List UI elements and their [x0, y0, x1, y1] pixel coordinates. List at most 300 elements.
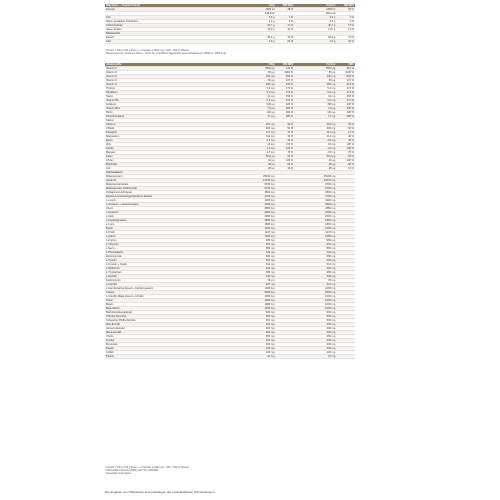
value-portion: 0,3 g — [294, 20, 336, 24]
nrv-100g: 75 % — [276, 151, 295, 155]
row-label: Zink — [105, 143, 234, 147]
nrv-100g: 17 % — [276, 24, 295, 28]
nrv-100g: 200 % — [276, 103, 295, 107]
value-100g: 500 mg — [234, 315, 276, 319]
value-100g: 400 mg — [234, 127, 276, 131]
row-label: Vitamin B12 — [105, 107, 234, 111]
value-portion: 1000 mg — [294, 295, 336, 299]
footnote: ¹ Portion = 100 g (100 g Pulver + 3 Kapseln à 1000 mg) = 400 – 500 ml Wasser — [105, 49, 189, 52]
value-100g: 4400 mg — [234, 199, 276, 203]
row-label: L-Carnitin — [105, 283, 234, 287]
value-portion: 1,0 g — [294, 40, 336, 44]
nrv-portion: 371 % — [336, 99, 355, 103]
row-label: Vitamin D — [105, 71, 234, 75]
ingredients-table-notes — [105, 466, 355, 475]
value-100g: 7,5 µg — [234, 107, 276, 111]
value-100g: 80 µg — [234, 79, 276, 83]
value-100g: 2850 mg — [234, 207, 276, 211]
row-label: Kalium — [105, 119, 234, 123]
value-100g: 500 mg — [234, 319, 276, 323]
value-portion: Portion — [294, 63, 336, 67]
value-100g: 4,5 mg — [234, 139, 276, 143]
value-portion: 100 µg — [294, 111, 336, 115]
value-100g: 200 mg — [234, 343, 276, 347]
nutrition-table — [105, 4, 355, 44]
nrv-portion: 313 % — [336, 83, 355, 87]
value-100g: 10 mg — [234, 143, 276, 147]
nrv-portion: 100 % — [336, 147, 355, 151]
row-label: Betain — [105, 303, 234, 307]
value-100g: 100g — [234, 4, 276, 8]
nrv-100g: 90 % — [276, 163, 295, 167]
value-100g: 400 mg — [234, 327, 276, 331]
value-portion: 2850 mg — [294, 207, 336, 211]
value-100g: 120 mg — [234, 351, 276, 355]
row-label: L-Tyrosin — [105, 259, 234, 263]
row-label: davon gesättigte Fettsäuren — [105, 20, 234, 24]
nrv-portion: 100 % — [336, 159, 355, 163]
value-portion: 400 mg — [294, 323, 336, 327]
row-label: L-Threonin — [105, 243, 234, 247]
nrv-portion: 18 % — [336, 8, 355, 12]
row-label: L-Leucin — [105, 199, 234, 203]
value-100g: 261 mg — [234, 123, 276, 127]
value-portion: 5700 mg — [294, 187, 336, 191]
nrv-portion: 72 % — [336, 36, 355, 40]
nutrition-table-notes — [105, 49, 355, 55]
value-portion: 1200 mg — [294, 227, 336, 231]
row-label: Selen — [105, 155, 234, 159]
footnote: ³ Essentielle Aminosäure — [105, 472, 132, 475]
row-label: Piperin — [105, 355, 234, 359]
value-100g: 1000 mg — [234, 299, 276, 303]
row-label: Fett — [105, 16, 234, 20]
value-portion: 200 mg — [294, 339, 336, 343]
row-label: L-Carnitintartrat davon L-Carnitin gesamt — [105, 287, 234, 291]
value-100g: 35100 mg — [234, 175, 276, 179]
value-100g: 380 mg — [234, 271, 276, 275]
value-100g: 35,9 g — [234, 36, 276, 40]
value-portion: 1484 kJ — [294, 8, 336, 12]
row-label: Inositol — [105, 339, 234, 343]
nrv-portion: 2 % — [336, 20, 355, 24]
value-100g: 1000 mg — [234, 295, 276, 299]
nrv-portion — [336, 355, 355, 359]
value-portion: 1,5 mg — [294, 151, 336, 155]
value-100g: 117 mg — [234, 131, 276, 135]
nrv-portion: 19 % — [336, 167, 355, 171]
value-portion: 5000 mg — [294, 291, 336, 295]
value-portion: 50 µg — [294, 71, 336, 75]
nrv-100g: 833 % — [276, 75, 295, 79]
value-portion: 300 mg — [294, 331, 336, 335]
value-100g: 14070 mg — [234, 179, 276, 183]
value-portion: 200 mg — [294, 347, 336, 351]
nrv-portion: 30 % — [336, 135, 355, 139]
nrv-100g: 2 % — [276, 20, 295, 24]
footnote: ² Nährstoffbezugswerte (NRV) nach VO 1169/2011 — [105, 469, 159, 472]
row-label: Kupfer — [105, 147, 234, 151]
value-portion: 5,2 mg — [294, 91, 336, 95]
value-portion: 78 mg — [294, 279, 336, 283]
value-portion: 80 µg — [294, 79, 336, 83]
value-portion: 250 mg — [294, 83, 336, 87]
row-label: Coffein — [105, 351, 234, 355]
nrv-portion: 256 % — [336, 95, 355, 99]
row-label: Beta-Alanin — [105, 307, 234, 311]
row-label: Eiweiß — [105, 36, 234, 40]
table-row — [105, 355, 355, 359]
row-label: Schwarzer Pfeffer-Extrakt — [105, 319, 234, 323]
nrv-100g: 1 % — [276, 16, 295, 20]
row-label: Maca-Extrakt — [105, 331, 234, 335]
nrv-portion: 283 % — [336, 115, 355, 119]
value-portion: 117 mg — [294, 131, 336, 135]
value-100g: 10 mg — [234, 355, 276, 359]
row-label: Glycin — [105, 207, 234, 211]
value-portion: 4400 mg — [294, 199, 336, 203]
value-portion: 722 mg — [294, 251, 336, 255]
nrv-100g: 100 % — [276, 143, 295, 147]
value-portion: 402 mg — [294, 267, 336, 271]
value-portion: 884 mg — [294, 247, 336, 251]
row-label: Kalzium — [105, 123, 234, 127]
value-100g: 4800 mg — [234, 191, 276, 195]
value-portion: 1,0 mg — [294, 147, 336, 151]
value-100g: 1,0 g — [234, 40, 276, 44]
value-portion: 4,5 mg — [294, 139, 336, 143]
value-100g: 9700 mg — [234, 183, 276, 187]
value-portion: 14070 mg — [294, 179, 336, 183]
value-portion: 50,0 µg — [294, 155, 336, 159]
nrv-100g: 72 % — [276, 36, 295, 40]
row-label: Taurin — [105, 227, 234, 231]
row-label: Vitamin A — [105, 67, 234, 71]
row-label: Molkenproteinisolat — [105, 183, 234, 187]
value-100g: 1,5 mg — [234, 151, 276, 155]
row-label: Vitamin B6 — [105, 99, 234, 103]
footnote: ² Referenzmenge / Referenz-Werte – durch die empfohlene Tageszufuhr eines Erwachsenen (8400 kJ / 2000 kcal) — [105, 52, 226, 55]
value-portion: 28 µg — [294, 167, 336, 171]
row-label: L-Lysin — [105, 223, 234, 227]
row-label: L-Methionin — [105, 267, 234, 271]
row-label: Inhaltsstoffe — [105, 63, 234, 67]
nrv-portion: 90 % — [336, 163, 355, 167]
value-portion: 40 µg — [294, 159, 336, 163]
nrv-100g: 300 % — [276, 107, 295, 111]
nrv-portion: 312 % — [336, 67, 355, 71]
value-portion: 13,0 g — [294, 28, 336, 32]
value-portion: 5,2 mg — [294, 87, 336, 91]
value-portion: 600 mg — [294, 259, 336, 263]
row-label: Zink-Extrakt — [105, 323, 234, 327]
nrv-portion: 1 % — [336, 16, 355, 20]
value-100g: 5700 mg — [234, 187, 276, 191]
nrv-100g: 371 % — [276, 91, 295, 95]
value-portion: 200 mg — [294, 343, 336, 347]
nrv-100g: 19 % — [276, 167, 295, 171]
row-label: L-Serin — [105, 247, 234, 251]
row-label: Ginseng-Extrakt — [105, 327, 234, 331]
row-label: Vitamin E — [105, 75, 234, 79]
value-portion: 1000 mg — [294, 299, 336, 303]
footnote: ¹ Portion = 100 g (100 g Pulver + 3 Kapseln à 1000 mg) = 400 – 500 ml Wasser — [105, 466, 189, 469]
value-portion: 983 mg — [294, 239, 336, 243]
value-portion: 10 mg — [294, 355, 336, 359]
value-portion: 380 mg — [294, 271, 336, 275]
value-100g: 40,7 g — [234, 24, 276, 28]
value-100g: 327 mg — [234, 283, 276, 287]
section-header: Aminosäuren — [105, 171, 355, 175]
row-label: Vitamin C — [105, 83, 234, 87]
row-label: Phosphor — [105, 131, 234, 135]
nrv-100g: 50 % — [276, 127, 295, 131]
row-label: Eisen — [105, 139, 234, 143]
value-portion: 120 mg — [294, 351, 336, 355]
nrv-100g: 200 % — [276, 111, 295, 115]
value-100g: 300 mg — [234, 331, 276, 335]
value-100g: 5,2 mg — [234, 91, 276, 95]
value-100g: 514 mg — [234, 263, 276, 267]
value-portion: 1147 mg — [294, 231, 336, 235]
nrv-portion: 200 % — [336, 111, 355, 115]
value-portion: 514 mg — [294, 263, 336, 267]
row-label: Molybdän — [105, 163, 234, 167]
value-100g: 28 µg — [234, 167, 276, 171]
value-100g: 17 mg — [234, 115, 276, 119]
value-100g: 680 mg — [234, 255, 276, 259]
value-100g: 400 mg — [234, 323, 276, 327]
value-portion: 1800 mg — [294, 223, 336, 227]
row-label: Kohlenhydrate — [105, 24, 234, 28]
value-100g: 4700 mg — [234, 195, 276, 199]
nrv-portion: 75 % — [336, 151, 355, 155]
row-label: L-Cystein + Cystin — [105, 263, 234, 267]
value-portion: 1000 mg — [294, 287, 336, 291]
nrv-100g: 256 % — [276, 95, 295, 99]
row-label: Chlorid — [105, 127, 234, 131]
nrv-portion: 33 % — [336, 123, 355, 127]
value-portion: 680 mg — [294, 255, 336, 259]
value-100g: 1860 mg — [234, 219, 276, 223]
row-label: L-Citrullin-Malat davon L-Citrullin — [105, 295, 234, 299]
row-label: L-Arginin — [105, 239, 234, 243]
value-portion: Portion — [294, 4, 336, 8]
nrv-portion: 200 % — [336, 103, 355, 107]
nrv-portion: RM NRV — [336, 4, 355, 8]
value-portion: 1000 mg — [294, 303, 336, 307]
nrv-portion: 300 % — [336, 107, 355, 111]
value-portion: 1056 mg — [294, 235, 336, 239]
value-100g: 2000 mg — [234, 211, 276, 215]
row-label: Ballaststoffe — [105, 32, 234, 36]
nrv-portion: 107 % — [336, 79, 355, 83]
value-portion: 5,2 mg — [294, 99, 336, 103]
row-label: Molkenprotein — [105, 175, 234, 179]
row-label: Nährwerte – Tropical Punch — [105, 4, 234, 8]
value-portion: 600 mg — [294, 311, 336, 315]
row-label: Molkenprotein Kohlehydrat — [105, 187, 234, 191]
row-label: Jod — [105, 167, 234, 171]
nrv-portion: NRV — [336, 63, 355, 67]
row-label: Bromelain — [105, 343, 234, 347]
nrv-portion: 371 % — [336, 91, 355, 95]
value-portion: 41 mg — [294, 95, 336, 99]
value-100g: 349 kcal — [234, 12, 276, 16]
value-portion: 327 mg — [294, 283, 336, 287]
value-100g: 1,0 mg — [234, 147, 276, 151]
value-portion: 3000 mg — [294, 203, 336, 207]
value-portion: 35,9 g — [294, 36, 336, 40]
value-100g: 2500 µg — [234, 67, 276, 71]
value-100g: 100 mg — [234, 75, 276, 79]
value-portion: 114 mg — [294, 135, 336, 139]
value-100g: 1000 mg — [234, 287, 276, 291]
row-label: Mangan — [105, 151, 234, 155]
nrv-100g: 32 % — [276, 139, 295, 143]
value-100g: 983 mg — [234, 239, 276, 243]
value-100g: 0,9 g — [234, 16, 276, 20]
value-100g: 1800 mg — [234, 223, 276, 227]
value-100g: 5,2 mg — [234, 99, 276, 103]
value-100g: 250 mg — [234, 83, 276, 87]
value-100g: 5,2 mg — [234, 87, 276, 91]
row-label: Papain — [105, 347, 234, 351]
row-label: Pantothensäure — [105, 115, 234, 119]
nrv-100g: 33 % — [276, 123, 295, 127]
nrv-100g: 17 % — [276, 131, 295, 135]
value-100g: 200 mg — [234, 347, 276, 351]
nrv-portion: 100 % — [336, 143, 355, 147]
row-label: Niacin — [105, 95, 234, 99]
nrv-100g: 283 % — [276, 115, 295, 119]
nrv-100g: RM NRV — [276, 63, 295, 67]
value-portion: 261 mg — [294, 123, 336, 127]
value-100g: 45 µg — [234, 163, 276, 167]
nrv-portion: 17 % — [336, 131, 355, 135]
value-100g: 1147 mg — [234, 231, 276, 235]
value-100g: 1056 mg — [234, 235, 276, 239]
nrv-100g: 22 % — [276, 40, 295, 44]
row-label: Eiweiß-Aminosäuregehalt davon Eiweiß — [105, 195, 234, 199]
nrv-100g: 18 % — [276, 8, 295, 12]
value-portion: 500 mg — [294, 319, 336, 323]
nrv-100g: 100 % — [276, 147, 295, 151]
value-100g: 400 µg — [234, 103, 276, 107]
value-portion: 500 mg — [294, 315, 336, 319]
row-label: L-Isoleucin — [105, 211, 234, 215]
table-row — [105, 40, 355, 44]
value-portion: 9700 mg — [294, 183, 336, 187]
row-label: L-Glutamin + Glutaminsäure — [105, 203, 234, 207]
nrv-100g: 312 % — [276, 67, 295, 71]
value-portion: 10 mg — [294, 143, 336, 147]
row-label: L-Asparaginsäure — [105, 219, 234, 223]
row-label: Riboflavin — [105, 91, 234, 95]
row-label: Hydroxylysin — [105, 279, 234, 283]
value-100g: 600 mg — [234, 259, 276, 263]
nrv-portion: 833 % — [336, 75, 355, 79]
value-portion: 40,7 g — [294, 24, 336, 28]
nrv-100g — [276, 355, 295, 359]
value-100g: 3000 mg — [234, 203, 276, 207]
nrv-portion: 14 % — [336, 28, 355, 32]
value-portion: 0,9 g — [294, 16, 336, 20]
value-portion: 400 mg — [294, 127, 336, 131]
value-100g: 100 µg — [234, 111, 276, 115]
value-100g: 1200 mg — [234, 227, 276, 231]
row-label: Vitamin K — [105, 79, 234, 83]
nrv-portion: 32 % — [336, 139, 355, 143]
row-label: L-Valin — [105, 215, 234, 219]
row-label: L-Alanin — [105, 235, 234, 239]
nrv-100g: 313 % — [276, 83, 295, 87]
value-portion: 45 µg — [294, 163, 336, 167]
value-100g: 2000 mg — [234, 215, 276, 219]
nrv-portion: 473 % — [336, 87, 355, 91]
nrv-portion: 1000 % — [336, 71, 355, 75]
value-100g: 200 mg — [234, 339, 276, 343]
value-portion: 100 mg — [294, 75, 336, 79]
row-label: Thiamin — [105, 87, 234, 91]
row-label: L-Tryptophan — [105, 271, 234, 275]
nrv-portion: 91 % — [336, 155, 355, 159]
row-label: Taurin — [105, 299, 234, 303]
row-label: Salz — [105, 40, 234, 44]
row-label: Glutamin — [105, 179, 234, 183]
nrv-100g: 107 % — [276, 79, 295, 83]
value-portion: 7,5 µg — [294, 107, 336, 111]
value-100g: 40 µg — [234, 159, 276, 163]
nrv-portion: 50 % — [336, 127, 355, 131]
value-100g: 5000 mg — [234, 291, 276, 295]
nrv-100g: 100 % — [276, 159, 295, 163]
value-100g: 78 mg — [234, 279, 276, 283]
nrv-100g: RM NRV — [276, 4, 295, 8]
value-portion: 250 mg — [294, 335, 336, 339]
value-100g: 100g — [234, 63, 276, 67]
value-100g: 722 mg — [234, 251, 276, 255]
nrv-portion: 17 % — [336, 24, 355, 28]
value-100g: 114 mg — [234, 135, 276, 139]
row-label: Bockshornklee-Extrakt — [105, 311, 234, 315]
value-portion: 400 mg — [294, 327, 336, 331]
footer-note: Die Angaben zum Mittelwerte sind unterliegen der produktüblichen Schwankungen — [105, 490, 215, 494]
value-portion: 1860 mg — [294, 219, 336, 223]
value-100g: 250 mg — [234, 335, 276, 339]
row-label: Folsäure — [105, 103, 234, 107]
nrv-100g: 473 % — [276, 87, 295, 91]
value-100g: 50 µg — [234, 71, 276, 75]
value-portion: 4800 mg — [294, 191, 336, 195]
nrv-100g: 1000 % — [276, 71, 295, 75]
value-100g: 884 mg — [234, 247, 276, 251]
value-100g: 952 mg — [234, 243, 276, 247]
value-portion: 4700 mg — [294, 195, 336, 199]
value-portion: 2500 µg — [294, 67, 336, 71]
value-100g: 600 mg — [234, 311, 276, 315]
row-label: davon Zucker — [105, 28, 234, 32]
row-label: Creatin — [105, 291, 234, 295]
row-label: Energie — [105, 8, 234, 12]
value-100g: 50,0 µg — [234, 155, 276, 159]
value-portion: 2000 mg — [294, 215, 336, 219]
row-label: Tribulus Terrestris — [105, 315, 234, 319]
row-label: Chrom — [105, 159, 234, 163]
row-label: L-Phenylalanin — [105, 251, 234, 255]
value-100g: 346 mg — [234, 275, 276, 279]
row-label: Hydroxyprolin — [105, 255, 234, 259]
